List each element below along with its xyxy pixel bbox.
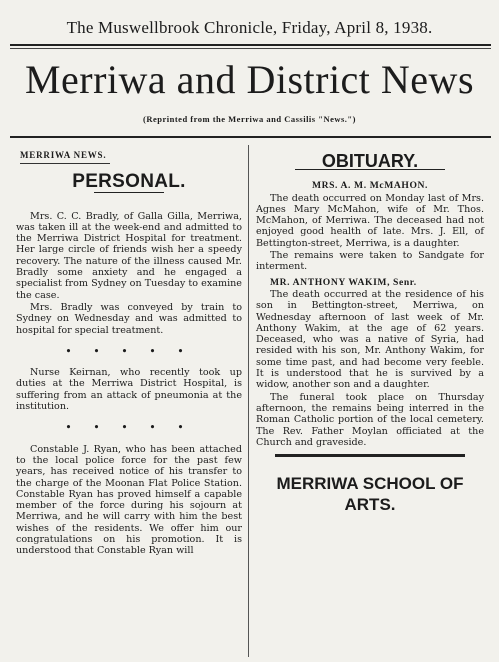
paragraph-wakim-funeral: The funeral took place on Thursday afternoon, the remains being interred in the Roman Catholic portion of the local cemetery. The Rev. Father Moylan officiated at the Church and graveside. <box>256 391 484 448</box>
section-title-personal: PERSONAL. <box>72 171 186 193</box>
paragraph-nurse-keirnan: Nurse Keirnan, who recently took up duties at the Merriwa District Hospital, is suffering from an attack of pneumonia at the institution. <box>16 367 242 413</box>
article-end-rule <box>275 454 465 457</box>
obituary-name-mcmahon: MRS. A. M. McMAHON. <box>311 180 429 192</box>
masthead-rule <box>10 44 491 46</box>
section-title-obituary: OBITUARY. <box>321 151 419 171</box>
right-column <box>256 150 484 515</box>
paragraph-bradly-illness: Mrs. C. C. Bradly, of Galla Gilla, Merriwa, was taken ill at the week-end and admitted to the Merriwa District Hospital for treatment. Her large circle of friends wish her a speedy recovery. The nature of the illness caused Mr. Bradly some anxiety and he engaged a specialist from Sydney on Tuesday to examine the case. <box>16 210 242 301</box>
paragraph-wakim-death: The death occurred at the residence of his son in Bettington-street, Merriwa, on Wednesday afternoon of last week of Mr. Anthony Wakim, at the age of 62 years. Deceased, who was a native of Syria, had resided with his son, Mr. Anthony Wakim, for some time past, and had become very feeble. It is understood that he is survived by a widow, another son and a daughter. <box>256 288 484 391</box>
left-column <box>16 150 242 558</box>
headline-rule <box>10 136 491 138</box>
heading-school-of-arts: MERRIWA SCHOOL OF ARTS. <box>276 474 464 515</box>
masthead-rule-thin <box>10 48 491 49</box>
paragraph-mcmahon-remains: The remains were taken to Sandgate for interment. <box>256 250 484 273</box>
paragraph-mcmahon-death: The death occurred on Monday last of Mrs. Agnes Mary McMahon, wife of Mr. Thos. McMahon, of Merriwa. The deceased had not enjoyed good health of late. Mrs. J. Ell, of Bettington-street, Merriwa, is a daughter. <box>256 192 484 249</box>
column-kicker: MERRIWA NEWS. <box>20 150 107 160</box>
page-headline: Merriwa and District News <box>24 57 475 102</box>
paragraph-separator: • • • • • <box>65 344 193 358</box>
column-divider <box>248 145 249 657</box>
kicker-rule <box>20 163 110 164</box>
paragraph-bradly-sydney: Mrs. Bradly was conveyed by train to Sydney on Wednesday and was admitted to hospital for special treatment. <box>16 301 242 336</box>
reprint-note: (Reprinted from the Merriwa and Cassilis "News.") <box>143 114 356 124</box>
paragraph-separator: • • • • • <box>65 421 193 435</box>
masthead: The Muswellbrook Chronicle, Friday, April 8, 1938. <box>66 18 433 37</box>
paragraph-constable-ryan: Constable J. Ryan, who has been attached to the local police force for the past few years, has received notice of his transfer to the charge of the Moonan Flat Police Station. Constable Ryan has proved himself a capable member of the force during his sojourn at Merriwa, and he will carry with him the best wishes of the residents. We offer him our congratulations on his promotion. It is understood that Constable Ryan will <box>16 443 242 557</box>
obituary-name-wakim: MR. ANTHONY WAKIM, Senr. <box>270 276 417 288</box>
